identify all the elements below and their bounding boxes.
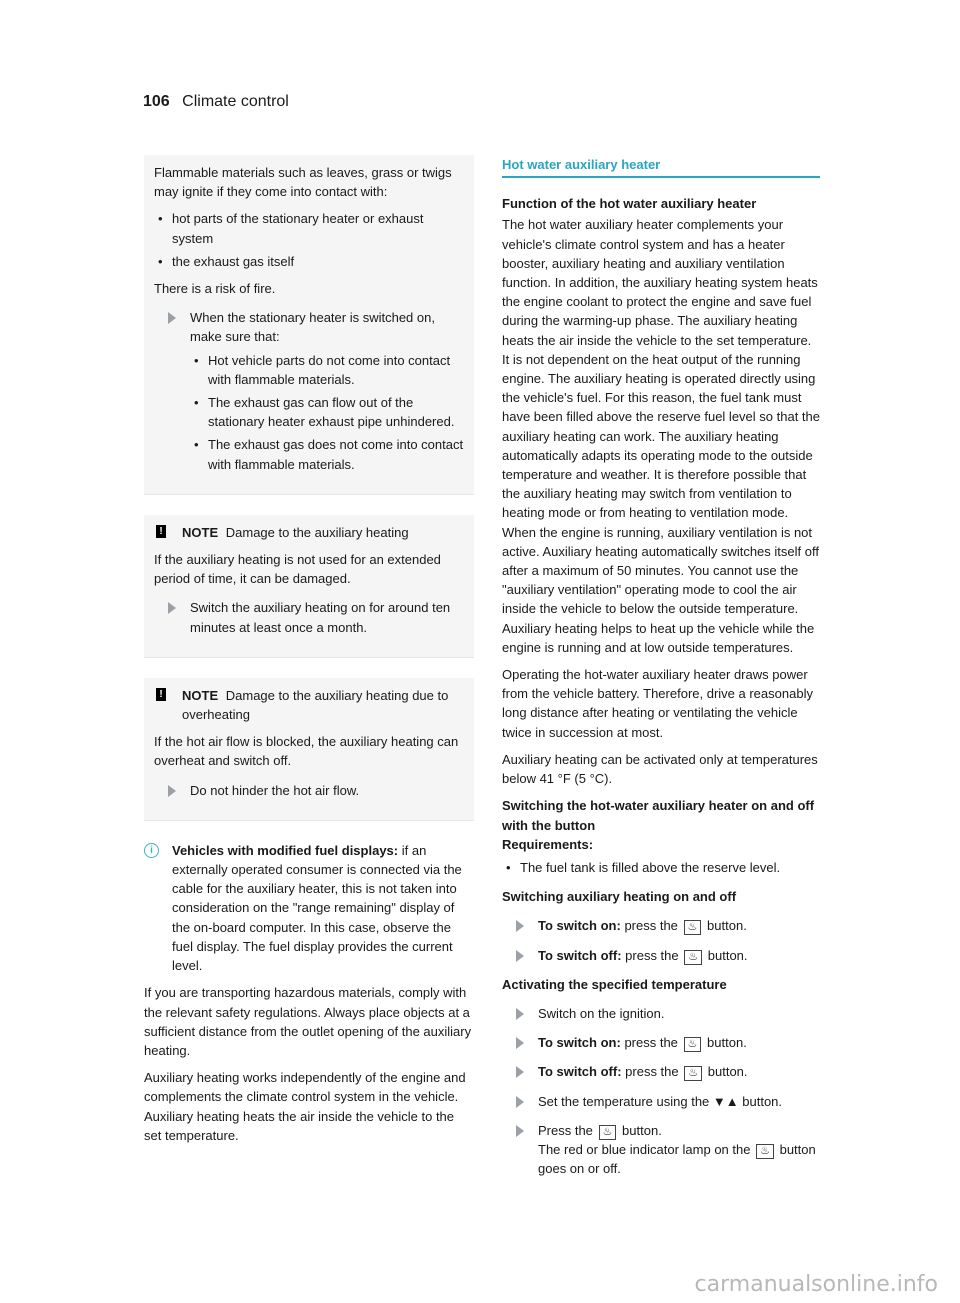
step-arrow-icon bbox=[516, 1008, 524, 1020]
instruction-step bbox=[154, 598, 464, 636]
switching-heading: Switching auxiliary heating on and off bbox=[502, 889, 737, 905]
list-item: • The exhaust gas can flow out of the stationary heater exhaust pipe unhindered. bbox=[190, 393, 464, 431]
chapter-title: Climate control bbox=[182, 93, 289, 110]
switch-on-text: press the bbox=[624, 918, 678, 934]
note-title: Damage to the auxiliary heating bbox=[225, 524, 409, 540]
step-arrow-icon bbox=[168, 602, 176, 614]
switch-on-label: To switch on: bbox=[538, 918, 621, 934]
info-bold: Vehicles with modified fuel displays: bbox=[172, 842, 399, 858]
note-title: Damage to the auxiliary heating due to overheating bbox=[182, 687, 449, 723]
list-item: • the exhaust gas itself bbox=[154, 252, 464, 271]
note-icon: ! bbox=[156, 525, 166, 538]
note-box-overheating bbox=[144, 678, 474, 821]
instruction-step bbox=[502, 916, 820, 935]
switch-heading: Switching the hot-water auxiliary heater on and off with the button bbox=[502, 798, 815, 833]
fire-warning-box bbox=[144, 155, 474, 495]
button-word: button. bbox=[742, 1093, 783, 1109]
activating-heading: Activating the specified temperature bbox=[502, 976, 727, 992]
button-word: button. bbox=[707, 1064, 748, 1080]
hazard-paragraph: If you are transporting hazardous materials, comply with the relevant safety regulations. Always place objects at a sufficient distance from the outlet opening of the auxiliary heating. bbox=[144, 985, 472, 1058]
instruction-step bbox=[502, 1121, 820, 1179]
step-arrow-icon bbox=[516, 950, 524, 962]
step-arrow-icon bbox=[516, 1096, 524, 1108]
instruction-step bbox=[154, 308, 464, 474]
note-heading bbox=[154, 686, 464, 724]
press-text: Press the bbox=[538, 1122, 593, 1138]
battery-text: Operating the hot-water auxiliary heater draws power from the vehicle battery. Therefore, drive a reasonably long distance after heating or ventilating the vehicle twice in succession at most. bbox=[502, 667, 813, 740]
independent-paragraph: Auxiliary heating works independently of the engine and complements the climate control system in the vehicle. Auxiliary heating heats the air inside the vehicle to the set temperature. bbox=[144, 1070, 466, 1143]
ignition-step: Switch on the ignition. bbox=[538, 1005, 665, 1021]
step-arrow-icon bbox=[168, 312, 176, 324]
right-column bbox=[502, 155, 820, 1188]
heater-button-icon: ♨ bbox=[684, 1066, 702, 1081]
list-item: • hot parts of the stationary heater or exhaust system bbox=[154, 209, 464, 247]
list-item: • The exhaust gas does not come into contact with flammable materials. bbox=[190, 435, 464, 473]
section-title: Hot water auxiliary heater bbox=[502, 155, 820, 178]
button-word: button. bbox=[707, 918, 747, 934]
heater-button-icon: ♨ bbox=[684, 920, 702, 935]
note-label: NOTE bbox=[182, 524, 219, 540]
switch-off-text: press the bbox=[625, 1064, 679, 1080]
info-note bbox=[144, 841, 474, 975]
heater-button-icon: ♨ bbox=[684, 1037, 702, 1052]
switch-on-text: press the bbox=[624, 1035, 678, 1051]
button-word: button. bbox=[707, 1035, 747, 1051]
fire-intro: Flammable materials such as leaves, grass or twigs may ignite if they come into contact with: bbox=[154, 165, 452, 200]
info-icon: i bbox=[144, 843, 159, 858]
lamp-text: The red or blue indicator lamp on the bbox=[538, 1141, 751, 1157]
instruction-step bbox=[502, 1033, 820, 1052]
note-text: If the hot air flow is blocked, the auxiliary heating can overheat and switch off. bbox=[154, 734, 459, 769]
step-bullets bbox=[190, 351, 464, 474]
instruction-step bbox=[502, 1092, 820, 1111]
note-icon: ! bbox=[156, 688, 166, 701]
requirements-list bbox=[502, 858, 820, 877]
step-arrow-icon bbox=[516, 1037, 524, 1049]
instruction-step bbox=[154, 781, 464, 800]
list-item: • The fuel tank is filled above the reserve level. bbox=[502, 858, 820, 877]
temperature-text: Auxiliary heating can be activated only at temperatures below 41 °F (5 °C). bbox=[502, 751, 818, 787]
instruction-step bbox=[502, 1004, 820, 1023]
note-box-damage bbox=[144, 515, 474, 658]
step-text: Do not hinder the hot air flow. bbox=[190, 782, 360, 798]
fire-bullets bbox=[154, 209, 464, 271]
note-heading bbox=[154, 523, 464, 542]
page-number: 106 bbox=[143, 93, 170, 110]
page-header bbox=[143, 93, 289, 111]
step-arrow-icon bbox=[516, 1066, 524, 1078]
switch-off-text: press the bbox=[625, 947, 679, 963]
button-word: button. bbox=[622, 1122, 662, 1138]
fire-risk: There is a risk of fire. bbox=[154, 281, 276, 297]
step-text: When the stationary heater is switched on, make sure that: bbox=[190, 310, 435, 345]
step-text: Switch the auxiliary heating on for around ten minutes at least once a month. bbox=[190, 600, 451, 635]
switch-on-label: To switch on: bbox=[538, 1035, 621, 1051]
set-temp-text: Set the temperature using the bbox=[538, 1093, 710, 1109]
step-arrow-icon bbox=[516, 920, 524, 932]
instruction-step bbox=[502, 946, 820, 965]
heater-button-icon: ♨ bbox=[756, 1144, 774, 1159]
info-text: if an externally operated consumer is connected via the cable for the auxiliary heater, this is not taken into consideration on the "range remaining" display of the on-board computer. In this case, observe the fuel display. The fuel display provides the current level. bbox=[172, 842, 462, 974]
button-word: button. bbox=[707, 947, 748, 963]
requirements-heading: Requirements: bbox=[502, 836, 594, 852]
step-arrow-icon bbox=[516, 1125, 524, 1137]
note-label: NOTE bbox=[182, 687, 219, 703]
function-heading: Function of the hot water auxiliary heater bbox=[502, 196, 757, 212]
heater-button-icon: ♨ bbox=[684, 950, 702, 965]
watermark: carmanualsonline.info bbox=[694, 1272, 938, 1297]
switch-off-label: To switch off: bbox=[538, 947, 622, 963]
temperature-arrows-icon: ▼▲ bbox=[712, 1093, 739, 1109]
left-column bbox=[144, 155, 474, 1153]
list-item: • Hot vehicle parts do not come into contact with flammable materials. bbox=[190, 351, 464, 389]
instruction-step bbox=[502, 1062, 820, 1081]
step-arrow-icon bbox=[168, 785, 176, 797]
function-text: The hot water auxiliary heater complements your vehicle's climate control system and has a heater booster, auxiliary heating and auxiliary ventilation function. In addition, the auxiliary heating system heats the engine coolant to protect the engine and save fuel during the warming-up phase. The auxiliary heating heats the air inside the vehicle to the set temperature. It is not dependent on the heat output of the running engine. The auxiliary heating is operated directly using the vehicle's fuel. For this reason, the fuel tank must have been filled above the reserve fuel level so that the auxiliary heating can work. The auxiliary heating automatically adapts its operating mode to the outside temperature and weather. It is therefore possible that the auxiliary heating may switch from ventilation to heating mode or from heating to ventilation mode. When the engine is running, auxiliary ventilation is not active. Auxiliary heating automatically switches itself off after a maximum of 50 minutes. You cannot use the "auxiliary ventilation" operating mode to cool the air inside the vehicle to below the outside temperature. Auxiliary heating helps to heat up the vehicle while the engine is running and at low outside temperatures. bbox=[502, 217, 820, 655]
lamp-end: button goes on or off. bbox=[538, 1141, 816, 1177]
note-text: If the auxiliary heating is not used for an extended period of time, it can be damaged. bbox=[154, 552, 441, 587]
switch-off-label: To switch off: bbox=[538, 1064, 622, 1080]
heater-button-icon: ♨ bbox=[599, 1125, 617, 1140]
